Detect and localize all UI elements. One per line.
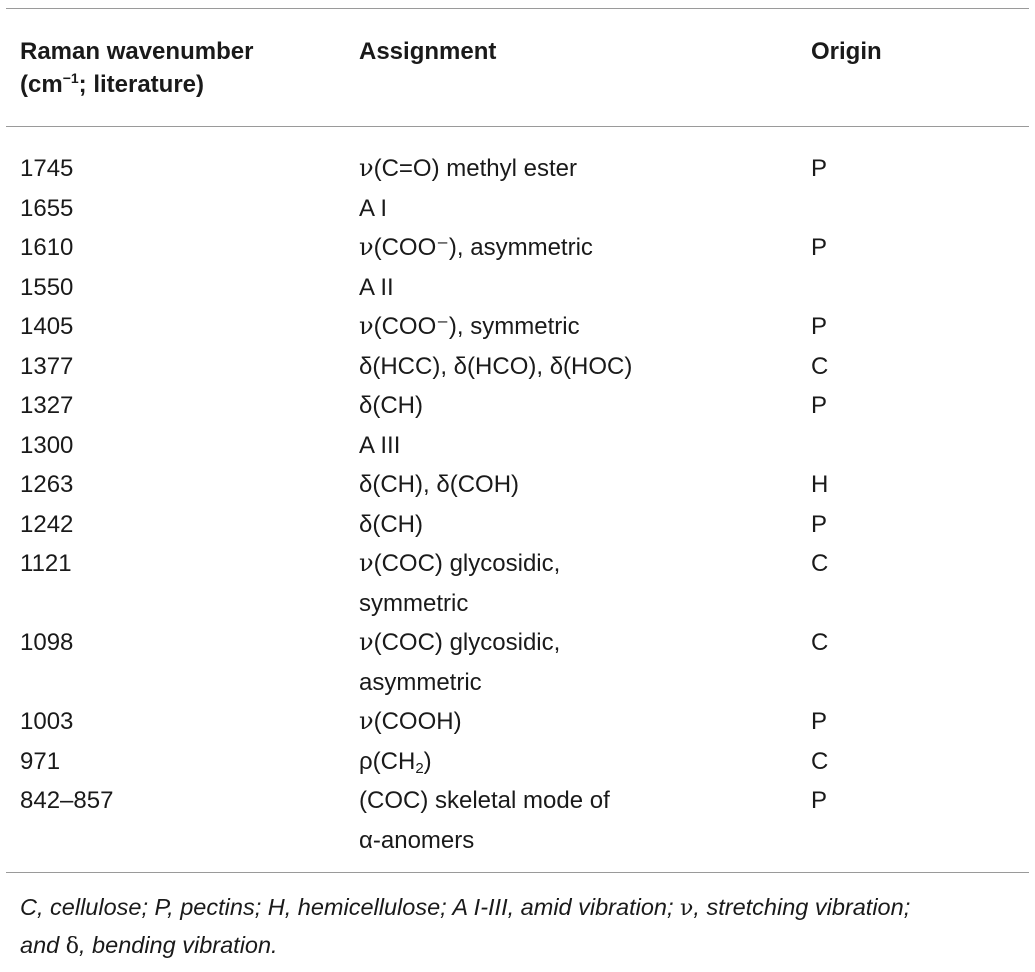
cell-origin: P xyxy=(811,787,828,814)
cell-assignment: δ(CH) xyxy=(359,392,424,419)
cell-origin: P xyxy=(811,392,828,419)
header-wavenumber xyxy=(20,35,253,101)
table-row xyxy=(6,702,1029,742)
header-unit-superscript: −1 xyxy=(62,70,79,86)
table-row xyxy=(6,386,1029,426)
table-row xyxy=(6,228,1029,268)
assignment-line1: (COC) skeletal mode of xyxy=(359,787,610,814)
cell-origin: C xyxy=(811,747,829,775)
cell-origin: C xyxy=(811,352,829,380)
footnote-text: and xyxy=(20,932,66,958)
table-row xyxy=(6,307,1029,347)
table-container xyxy=(6,8,1029,965)
table-header xyxy=(6,9,1029,126)
table-row xyxy=(6,465,1029,505)
cell-assignment: δ(CH) xyxy=(359,510,424,538)
cell-wavenumber: 1121 xyxy=(20,550,72,577)
table-body xyxy=(6,127,1029,872)
cell-wavenumber: 1745 xyxy=(20,155,74,182)
symbol-nu: ν xyxy=(359,707,374,735)
cell-origin: P xyxy=(811,313,828,340)
table-row xyxy=(6,268,1029,308)
cell-wavenumber: 1263 xyxy=(20,471,74,498)
symbol-nu: ν xyxy=(359,233,374,261)
table-row xyxy=(6,742,1029,782)
table-row xyxy=(6,505,1029,545)
table-row xyxy=(6,623,1029,702)
cell-assignment: A II xyxy=(359,273,394,301)
table-row xyxy=(6,347,1029,387)
cell-origin: P xyxy=(811,234,828,261)
assignment-subscript: 2 xyxy=(415,759,424,777)
header-assignment: Assignment xyxy=(359,38,497,65)
symbol-nu: ν xyxy=(359,312,374,340)
header-origin: Origin xyxy=(811,38,882,65)
symbol-nu: ν xyxy=(359,549,374,577)
header-unit-close: ; literature) xyxy=(78,71,205,98)
footnote-text: C, cellulose; P, pectins; H, hemicellulose; A I-III, amid vibration; xyxy=(20,894,681,920)
assignment-text: ρ(CH xyxy=(359,747,416,775)
assignment-text: (COOH) xyxy=(373,708,462,735)
cell-wavenumber: 971 xyxy=(20,747,61,775)
cell-assignment xyxy=(359,149,577,189)
cell-assignment: δ(HCC), δ(HCO), δ(HOC) xyxy=(359,352,633,380)
table-footnote xyxy=(6,873,1029,965)
symbol-nu: ν xyxy=(359,628,374,656)
cell-wavenumber: 1098 xyxy=(20,629,74,656)
table-row xyxy=(6,426,1029,466)
cell-assignment: δ(CH), δ(COH) xyxy=(359,471,520,498)
cell-assignment xyxy=(359,228,593,268)
cell-wavenumber: 1550 xyxy=(20,273,74,301)
cell-wavenumber: 1242 xyxy=(20,510,74,538)
cell-assignment xyxy=(359,623,689,702)
cell-wavenumber: 842–857 xyxy=(20,787,114,814)
assignment-line2: asymmetric xyxy=(359,668,482,696)
header-wavenumber-line1: Raman wavenumber xyxy=(20,38,254,65)
footnote-line2 xyxy=(20,927,1015,965)
assignment-text: (COC) glycosidic, xyxy=(373,550,561,577)
cell-assignment: A I xyxy=(359,194,388,222)
cell-wavenumber: 1300 xyxy=(20,431,74,459)
cell-origin: P xyxy=(811,155,828,182)
symbol-nu: ν xyxy=(359,154,374,182)
footnote-line1 xyxy=(20,889,1015,927)
assignment-text: (COC) glycosidic, xyxy=(373,629,561,656)
assignment-line2: symmetric xyxy=(359,589,469,617)
assignment-text-end: ) xyxy=(423,747,432,775)
cell-assignment xyxy=(359,742,432,782)
table-row xyxy=(6,544,1029,623)
assignment-line2: α-anomers xyxy=(359,826,475,854)
cell-wavenumber: 1610 xyxy=(20,234,74,261)
cell-assignment xyxy=(359,781,689,860)
cell-assignment xyxy=(359,702,462,742)
table-row xyxy=(6,781,1029,860)
cell-wavenumber: 1003 xyxy=(20,708,74,735)
cell-origin: P xyxy=(811,708,828,735)
footnote-text: , bending vibration. xyxy=(79,932,278,958)
assignment-text: (C=O) methyl ester xyxy=(373,155,577,182)
assignment-line1 xyxy=(359,544,689,584)
assignment-text: (COO⁻), symmetric xyxy=(373,313,580,340)
cell-origin: P xyxy=(811,510,828,538)
cell-origin: C xyxy=(811,550,829,577)
table-row xyxy=(6,149,1029,189)
cell-wavenumber: 1377 xyxy=(20,352,74,380)
cell-assignment: A III xyxy=(359,431,401,459)
cell-origin: C xyxy=(811,629,829,656)
header-wavenumber-line2 xyxy=(20,68,253,101)
header-unit-open: (cm xyxy=(20,71,63,98)
cell-wavenumber: 1405 xyxy=(20,313,74,340)
assignment-line1 xyxy=(359,623,689,663)
footnote-symbol-delta: δ xyxy=(65,934,79,959)
footnote-symbol-nu: ν xyxy=(680,896,694,921)
cell-assignment xyxy=(359,544,689,623)
footnote-text: , stretching vibration; xyxy=(693,894,911,920)
cell-wavenumber: 1655 xyxy=(20,194,74,222)
table-row xyxy=(6,189,1029,229)
assignment-text: (COO⁻), asymmetric xyxy=(373,234,593,261)
cell-origin: H xyxy=(811,471,829,498)
cell-assignment xyxy=(359,307,580,347)
cell-wavenumber: 1327 xyxy=(20,392,74,419)
